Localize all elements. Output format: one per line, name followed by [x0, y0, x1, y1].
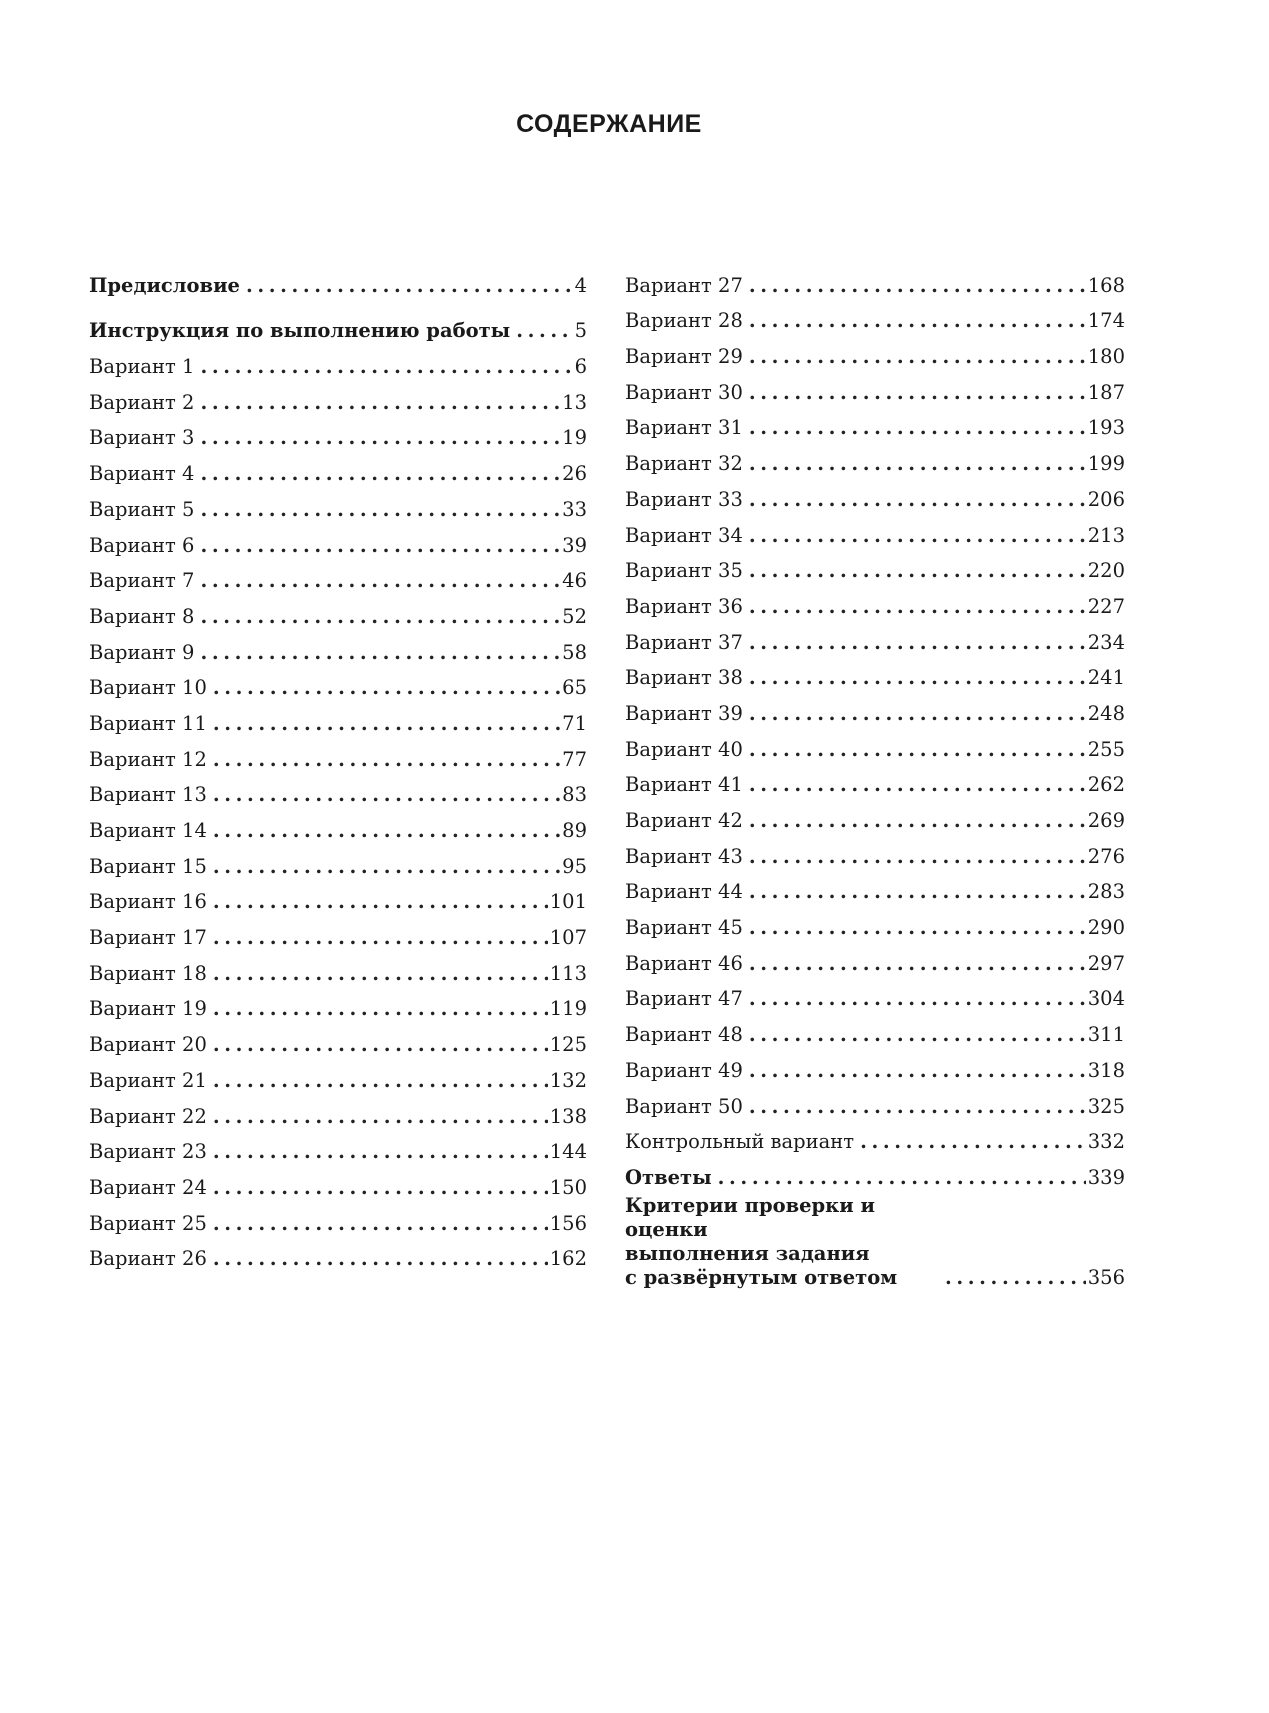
toc-entry[interactable]	[625, 262, 1125, 298]
toc-entry[interactable]	[89, 1093, 587, 1129]
toc-entry-label: Вариант 30	[625, 380, 743, 404]
toc-entry[interactable]	[625, 1011, 1125, 1047]
toc-right-column	[625, 262, 1125, 1290]
dot-leader	[213, 962, 548, 986]
toc-entry-page: 193	[1087, 416, 1125, 440]
toc-entry-page: 119	[549, 997, 587, 1021]
dot-leader	[213, 1069, 548, 1093]
toc-entry-label: Вариант 5	[89, 497, 195, 521]
toc-entry[interactable]	[625, 690, 1125, 726]
toc-entry-page: 26	[562, 462, 587, 486]
toc-entry[interactable]	[625, 940, 1125, 976]
toc-entry-page: 83	[562, 783, 587, 807]
toc-entry-label: Вариант 50	[625, 1094, 743, 1118]
dot-leader	[200, 355, 572, 379]
toc-entry[interactable]	[89, 807, 587, 843]
toc-entry-label: Вариант 42	[625, 809, 743, 832]
toc-entry-label: Вариант 43	[625, 844, 743, 868]
toc-entry-label: Вариант 24	[89, 1175, 207, 1199]
dot-leader	[213, 712, 560, 736]
dot-leader	[213, 1033, 548, 1057]
toc-entry-page: 269	[1087, 809, 1125, 832]
toc-entry-page: 276	[1087, 844, 1125, 868]
toc-entry[interactable]	[625, 369, 1125, 405]
toc-entry-label: Вариант 8	[89, 604, 195, 628]
dot-leader	[749, 452, 1086, 476]
dot-leader	[213, 855, 560, 879]
toc-entry-label: Вариант 18	[89, 961, 207, 985]
toc-entry-label: Вариант 31	[625, 416, 743, 440]
toc-entry-label: Вариант 39	[625, 701, 743, 725]
toc-entry-page: 318	[1087, 1058, 1125, 1082]
dot-leader	[749, 666, 1086, 690]
toc-entry-page: 262	[1087, 773, 1125, 797]
toc-entry-label: Вариант 29	[625, 345, 743, 369]
toc-entry-page: 339	[1087, 1165, 1125, 1189]
toc-entry-page: 77	[562, 747, 587, 771]
dot-leader	[200, 641, 560, 665]
toc-entry-page: 168	[1087, 273, 1125, 297]
dot-leader	[749, 1095, 1086, 1119]
toc-entry[interactable]	[89, 486, 587, 522]
toc-entry-label: Вариант 7	[89, 569, 195, 593]
dot-leader	[213, 1247, 548, 1271]
toc-left-column	[89, 262, 587, 1271]
toc-entry[interactable]	[625, 833, 1125, 869]
toc-entry-page: 125	[549, 1033, 587, 1057]
toc-entry-label: Вариант 28	[625, 309, 743, 333]
toc-entry-page: 58	[562, 640, 587, 664]
toc-entry-page: 325	[1087, 1094, 1125, 1118]
toc-entry-label: Вариант 13	[89, 783, 207, 807]
toc-entry-page: 89	[562, 819, 587, 842]
toc-entry-label: Вариант 36	[625, 594, 743, 618]
toc-entry-label: Вариант 12	[89, 747, 207, 771]
toc-entry[interactable]	[625, 1083, 1125, 1119]
dot-leader	[749, 488, 1086, 512]
dot-leader	[749, 845, 1086, 869]
dot-leader	[945, 1266, 1086, 1290]
toc-entry-label: Вариант 44	[625, 880, 743, 904]
toc-entry-label: Вариант 4	[89, 462, 195, 486]
toc-entry-label: Вариант 2	[89, 390, 195, 414]
toc-entry-page: 248	[1087, 701, 1125, 725]
dot-leader	[213, 1212, 548, 1236]
toc-entry-page: 199	[1087, 452, 1125, 476]
dot-leader	[749, 381, 1086, 405]
toc-entry[interactable]	[625, 548, 1125, 584]
toc-entry[interactable]	[89, 450, 587, 486]
toc-entry[interactable]	[89, 665, 587, 701]
toc-entry-page: 144	[549, 1140, 587, 1164]
toc-entry-page: 101	[549, 890, 587, 914]
toc-entry-label: Ответы	[625, 1165, 712, 1189]
toc-entry-label-line: выполнения задания	[625, 1241, 870, 1265]
toc-entry-page: 71	[562, 711, 587, 735]
dot-leader	[749, 952, 1086, 976]
toc-entry[interactable]	[625, 512, 1125, 548]
toc-entry-label: Инструкция по выполнению работы	[89, 319, 511, 343]
toc-entry-page: 39	[562, 533, 587, 557]
toc-entry[interactable]	[89, 1236, 587, 1272]
toc-entry-page: 356	[1087, 1265, 1125, 1289]
toc-entry-label: Вариант 21	[89, 1068, 207, 1092]
toc-entry[interactable]	[625, 904, 1125, 940]
toc-entry[interactable]	[625, 976, 1125, 1012]
toc-entry-label: Вариант 46	[625, 951, 743, 975]
toc-entry[interactable]	[625, 333, 1125, 369]
dot-leader	[200, 569, 560, 593]
dot-leader	[213, 676, 560, 700]
dot-leader	[213, 1140, 548, 1164]
toc-entry-page: 156	[549, 1211, 587, 1235]
toc-entry[interactable]	[89, 700, 587, 736]
dot-leader	[749, 416, 1086, 440]
toc-entry[interactable]	[89, 1021, 587, 1057]
toc-entry-label: Вариант 10	[89, 676, 207, 700]
toc-entry[interactable]	[89, 1200, 587, 1236]
toc-entry-label: Вариант 20	[89, 1033, 207, 1057]
toc-entry[interactable]	[89, 736, 587, 772]
toc-entry[interactable]	[89, 1129, 587, 1165]
toc-entry-label: Вариант 40	[625, 737, 743, 761]
toc-entry[interactable]	[89, 1164, 587, 1200]
toc-entry-page: 113	[549, 961, 587, 985]
dot-leader	[749, 1059, 1086, 1083]
toc-entry[interactable]	[89, 379, 587, 415]
toc-entry-page: 206	[1087, 487, 1125, 511]
toc-entry-page: 6	[574, 355, 587, 379]
toc-entry-criteria[interactable]	[625, 1194, 1125, 1290]
dot-leader	[516, 319, 572, 343]
toc-entry[interactable]	[89, 950, 587, 986]
toc-entry-label: Вариант 35	[625, 559, 743, 583]
dot-leader	[749, 524, 1086, 548]
dot-leader	[749, 274, 1086, 298]
dot-leader	[749, 987, 1086, 1011]
toc-entry-page: 19	[562, 426, 587, 450]
toc-entry[interactable]	[89, 558, 587, 594]
toc-entry[interactable]	[89, 629, 587, 665]
dot-leader	[213, 748, 560, 772]
toc-entry-label: Вариант 34	[625, 523, 743, 547]
toc-entry-page: 65	[562, 676, 587, 700]
toc-entry[interactable]	[625, 762, 1125, 798]
toc-entry[interactable]	[89, 843, 587, 879]
toc-entry-page: 33	[562, 497, 587, 521]
toc-entry[interactable]	[625, 405, 1125, 441]
toc-entry-label: Вариант 23	[89, 1140, 207, 1164]
dot-leader	[749, 345, 1086, 369]
toc-entry-label: Вариант 26	[89, 1247, 207, 1271]
toc-entry-page: 304	[1087, 987, 1125, 1011]
toc-entry-label-line: с развёрнутым ответом	[625, 1265, 898, 1289]
dot-leader	[200, 534, 560, 558]
toc-entry[interactable]	[89, 879, 587, 915]
dot-leader	[213, 890, 548, 914]
toc-entry-label: Вариант 11	[89, 711, 207, 735]
toc-entry[interactable]	[625, 655, 1125, 691]
toc-entry[interactable]	[625, 440, 1125, 476]
toc-entry-label: Вариант 6	[89, 533, 195, 557]
page-title: СОДЕРЖАНИЕ	[516, 110, 702, 138]
toc-entry-label: Вариант 25	[89, 1211, 207, 1235]
toc-entry[interactable]	[625, 298, 1125, 334]
toc-entry[interactable]	[89, 1057, 587, 1093]
toc-entry-label-line: Критерии проверки и оценки	[625, 1193, 875, 1241]
toc-entry-page: 234	[1087, 630, 1125, 654]
dot-leader	[749, 809, 1086, 833]
toc-entry-page: 13	[562, 390, 587, 414]
toc-entry[interactable]	[89, 986, 587, 1022]
dot-leader	[200, 462, 560, 486]
toc-entry-page: 227	[1087, 594, 1125, 618]
toc-entry[interactable]	[625, 869, 1125, 905]
toc-entry-page: 52	[562, 604, 587, 628]
toc-entry-page: 255	[1087, 737, 1125, 761]
toc-entry[interactable]	[625, 619, 1125, 655]
dot-leader	[213, 997, 548, 1021]
dot-leader	[213, 1105, 548, 1129]
toc-entry[interactable]	[89, 914, 587, 950]
toc-entry-label: Вариант 3	[89, 426, 195, 450]
toc-entry-label: Вариант 27	[625, 273, 743, 297]
toc-entry-page: 311	[1087, 1023, 1125, 1047]
dot-leader	[200, 426, 560, 450]
toc-entry-answers[interactable]	[625, 1154, 1125, 1190]
toc-entry-page: 132	[549, 1068, 587, 1092]
dot-leader	[749, 595, 1086, 619]
toc-entry-page: 290	[1087, 916, 1125, 940]
toc-entry-page: 332	[1087, 1130, 1125, 1154]
toc-entry-label: Вариант 16	[89, 890, 207, 914]
dot-leader	[749, 1023, 1086, 1047]
dot-leader	[749, 773, 1086, 797]
toc-entry-label: Вариант 14	[89, 819, 207, 842]
toc-entry-label: Вариант 32	[625, 452, 743, 476]
toc-entry-preface[interactable]	[89, 262, 587, 298]
toc-entry[interactable]	[89, 343, 587, 379]
toc-entry[interactable]	[625, 583, 1125, 619]
toc-entry-label: Вариант 19	[89, 997, 207, 1021]
toc-entry[interactable]	[89, 772, 587, 808]
toc-entry-page: 297	[1087, 951, 1125, 975]
toc-entry-label: Вариант 22	[89, 1104, 207, 1128]
toc-entry-label: Вариант 49	[625, 1058, 743, 1082]
toc-entry-page: 220	[1087, 559, 1125, 583]
toc-entry[interactable]	[625, 476, 1125, 512]
dot-leader	[749, 880, 1086, 904]
dot-leader	[246, 274, 573, 298]
toc-entry-page: 4	[574, 273, 587, 297]
toc-entry-label: Вариант 15	[89, 854, 207, 878]
toc-entry-label: Вариант 47	[625, 987, 743, 1011]
toc-entry-page: 241	[1087, 666, 1125, 690]
toc-entry[interactable]	[625, 726, 1125, 762]
toc-entry-label: Вариант 33	[625, 487, 743, 511]
toc-entry[interactable]	[625, 797, 1125, 833]
toc-entry-label: Вариант 48	[625, 1023, 743, 1047]
toc-entry-page: 180	[1087, 345, 1125, 369]
dot-leader	[749, 309, 1086, 333]
dot-leader	[200, 498, 560, 522]
toc-entry-control-variant[interactable]	[625, 1119, 1125, 1155]
toc-entry-label: Вариант 38	[625, 666, 743, 690]
dot-leader	[749, 738, 1086, 762]
toc-entry-page: 187	[1087, 380, 1125, 404]
toc-entry-label: Вариант 45	[625, 916, 743, 940]
toc-entry-page: 5	[574, 319, 587, 343]
dot-leader	[749, 631, 1086, 655]
toc-entry-page: 107	[549, 926, 587, 950]
toc-entry-label: Предисловие	[89, 273, 240, 297]
toc-entry[interactable]	[625, 1047, 1125, 1083]
dot-leader	[749, 559, 1086, 583]
toc-entry-page: 283	[1087, 880, 1125, 904]
toc-entry-label: Вариант 17	[89, 926, 207, 950]
toc-entry-label: Вариант 37	[625, 630, 743, 654]
toc-entry-label: Вариант 41	[625, 773, 743, 797]
toc-entry-page: 46	[562, 569, 587, 593]
toc-entry-label	[625, 1194, 945, 1290]
toc-entry-page: 213	[1087, 523, 1125, 547]
toc-entry[interactable]	[89, 415, 587, 451]
toc-entry[interactable]	[89, 522, 587, 558]
toc-entry-label: Вариант 9	[89, 640, 195, 664]
dot-leader	[213, 783, 560, 807]
toc-entry[interactable]	[89, 593, 587, 629]
toc-entry-page: 138	[549, 1104, 587, 1128]
toc-entry-page: 150	[549, 1175, 587, 1199]
dot-leader	[213, 819, 560, 843]
dot-leader	[200, 391, 560, 415]
toc-entry-instructions[interactable]	[89, 308, 587, 344]
dot-leader	[749, 916, 1086, 940]
toc-entry-page: 174	[1087, 309, 1125, 333]
toc-entry-page: 95	[562, 854, 587, 878]
dot-leader	[213, 926, 548, 950]
dot-leader	[718, 1166, 1086, 1190]
dot-leader	[200, 605, 560, 629]
dot-leader	[749, 702, 1086, 726]
toc-entry-page: 162	[549, 1247, 587, 1271]
toc-entry-label: Контрольный вариант	[625, 1130, 855, 1154]
dot-leader	[213, 1176, 548, 1200]
toc-entry-label: Вариант 1	[89, 355, 195, 379]
dot-leader	[860, 1130, 1086, 1154]
